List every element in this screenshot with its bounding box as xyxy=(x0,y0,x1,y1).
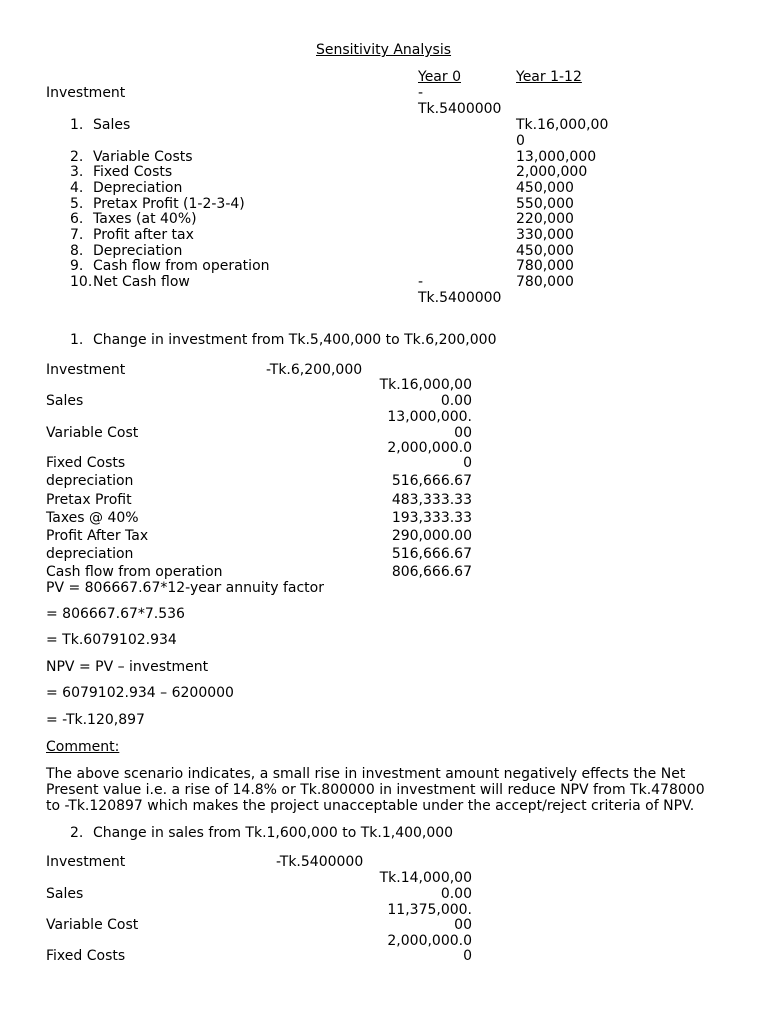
scenario1-value-line2: 0.00 xyxy=(440,393,472,409)
base-row-num: 4. xyxy=(70,180,84,196)
base-row-num: 7. xyxy=(70,227,84,243)
comment-label: Comment: xyxy=(46,739,120,755)
net-cash-flow-year0-line2: Tk.5400000 xyxy=(418,290,502,306)
base-row-label: Profit after tax xyxy=(93,227,194,243)
column-header-year1-12: Year 1-12 xyxy=(516,69,582,85)
net-cash-flow-year0-line1: - xyxy=(418,274,424,290)
scenario2-row-label: Sales xyxy=(46,886,84,902)
base-row-label: Variable Costs xyxy=(93,149,193,165)
scenario1-value-line2: 0 xyxy=(463,455,472,471)
scenario1-investment-value: -Tk.6,200,000 xyxy=(266,362,363,378)
scenario1-row-label: Fixed Costs xyxy=(46,455,126,471)
investment-year0-line1: - xyxy=(418,85,424,101)
scenario1-row-value: 516,666.67 xyxy=(391,546,472,562)
base-row-label: Pretax Profit (1-2-3-4) xyxy=(93,196,245,212)
base-row-num: 1. xyxy=(70,117,84,133)
scenario2-value-line1: Tk.14,000,00 xyxy=(379,870,472,886)
scenario2-heading-num: 2. xyxy=(70,825,84,841)
npv-calculation: = 6079102.934 – 6200000 xyxy=(46,685,234,701)
scenario2-investment-label: Investment xyxy=(46,854,126,870)
base-row-label: Depreciation xyxy=(93,243,183,259)
scenario2-value-line2: 0.00 xyxy=(440,886,472,902)
scenario1-row-label: depreciation xyxy=(46,546,134,562)
comment-line: to -Tk.120897 which makes the project unacceptable under the accept/reject criteria of NPV. xyxy=(46,798,695,814)
scenario1-heading-num: 1. xyxy=(70,332,84,348)
scenario1-row-label: Cash flow from operation xyxy=(46,564,223,580)
scenario1-row-label: Profit After Tax xyxy=(46,528,149,544)
scenario1-row-value: 516,666.67 xyxy=(391,473,472,489)
base-row-num: 3. xyxy=(70,164,84,180)
scenario1-row-label: Sales xyxy=(46,393,84,409)
scenario1-row-value: 483,333.33 xyxy=(391,492,472,508)
base-row-value-wrap: 0 xyxy=(516,133,525,149)
scenario1-row-value: 290,000.00 xyxy=(391,528,472,544)
scenario1-heading: Change in investment from Tk.5,400,000 to Tk.6,200,000 xyxy=(93,332,497,348)
scenario1-row-value: 806,666.67 xyxy=(391,564,472,580)
base-row-value: 13,000,000 xyxy=(516,149,597,165)
scenario1-row-label: Taxes @ 40% xyxy=(46,510,139,526)
scenario2-value-line1: 2,000,000.0 xyxy=(387,933,472,949)
base-row-value: 330,000 xyxy=(516,227,574,243)
base-row-num: 8. xyxy=(70,243,84,259)
scenario1-row-label: Pretax Profit xyxy=(46,492,132,508)
scenario2-row-label: Fixed Costs xyxy=(46,948,126,964)
scenario1-value-line1: 13,000,000. xyxy=(387,409,472,425)
scenario1-value-line1: 2,000,000.0 xyxy=(387,440,472,456)
pv-formula: PV = 806667.67*12-year annuity factor xyxy=(46,580,324,596)
investment-year0-line2: Tk.5400000 xyxy=(418,101,502,117)
base-row-label: Sales xyxy=(93,117,131,133)
base-row-value: Tk.16,000,00 xyxy=(516,117,609,133)
scenario1-row-label: Variable Cost xyxy=(46,425,139,441)
pv-calculation: = 806667.67*7.536 xyxy=(46,606,185,622)
page-title: Sensitivity Analysis xyxy=(316,42,452,58)
base-row-label: Net Cash flow xyxy=(93,274,190,290)
base-row-num: 10. xyxy=(70,274,93,290)
scenario2-heading: Change in sales from Tk.1,600,000 to Tk.1,400,000 xyxy=(93,825,454,841)
scenario1-row-label: depreciation xyxy=(46,473,134,489)
scenario1-investment-label: Investment xyxy=(46,362,126,378)
base-row-value: 550,000 xyxy=(516,196,574,212)
scenario1-row-value: 193,333.33 xyxy=(391,510,472,526)
scenario2-investment-value: -Tk.5400000 xyxy=(276,854,364,870)
base-row-value: 2,000,000 xyxy=(516,164,588,180)
scenario2-row-label: Variable Cost xyxy=(46,917,139,933)
base-row-label: Depreciation xyxy=(93,180,183,196)
pv-result: = Tk.6079102.934 xyxy=(46,632,177,648)
base-row-value: 450,000 xyxy=(516,180,574,196)
base-row-value: 780,000 xyxy=(516,274,574,290)
scenario1-value-line2: 00 xyxy=(454,425,472,441)
npv-result: = -Tk.120,897 xyxy=(46,712,145,728)
base-row-value: 780,000 xyxy=(516,258,574,274)
base-row-label: Cash flow from operation xyxy=(93,258,270,274)
scenario2-value-line1: 11,375,000. xyxy=(387,902,472,918)
base-row-label: Fixed Costs xyxy=(93,164,173,180)
scenario2-value-line2: 00 xyxy=(454,917,472,933)
base-row-num: 6. xyxy=(70,211,84,227)
scenario2-value-line2: 0 xyxy=(463,948,472,964)
base-row-num: 5. xyxy=(70,196,84,212)
comment-line: Present value i.e. a rise of 14.8% or Tk.800000 in investment will reduce NPV from Tk.478000 xyxy=(46,782,705,798)
column-header-year0: Year 0 xyxy=(418,69,461,85)
npv-formula: NPV = PV – investment xyxy=(46,659,209,675)
base-row-num: 9. xyxy=(70,258,84,274)
scenario1-value-line1: Tk.16,000,00 xyxy=(379,377,472,393)
comment-line: The above scenario indicates, a small rise in investment amount negatively effects the Net xyxy=(46,766,686,782)
base-row-value: 220,000 xyxy=(516,211,574,227)
base-row-num: 2. xyxy=(70,149,84,165)
base-row-label: Taxes (at 40%) xyxy=(93,211,197,227)
base-row-value: 450,000 xyxy=(516,243,574,259)
investment-label: Investment xyxy=(46,85,126,101)
